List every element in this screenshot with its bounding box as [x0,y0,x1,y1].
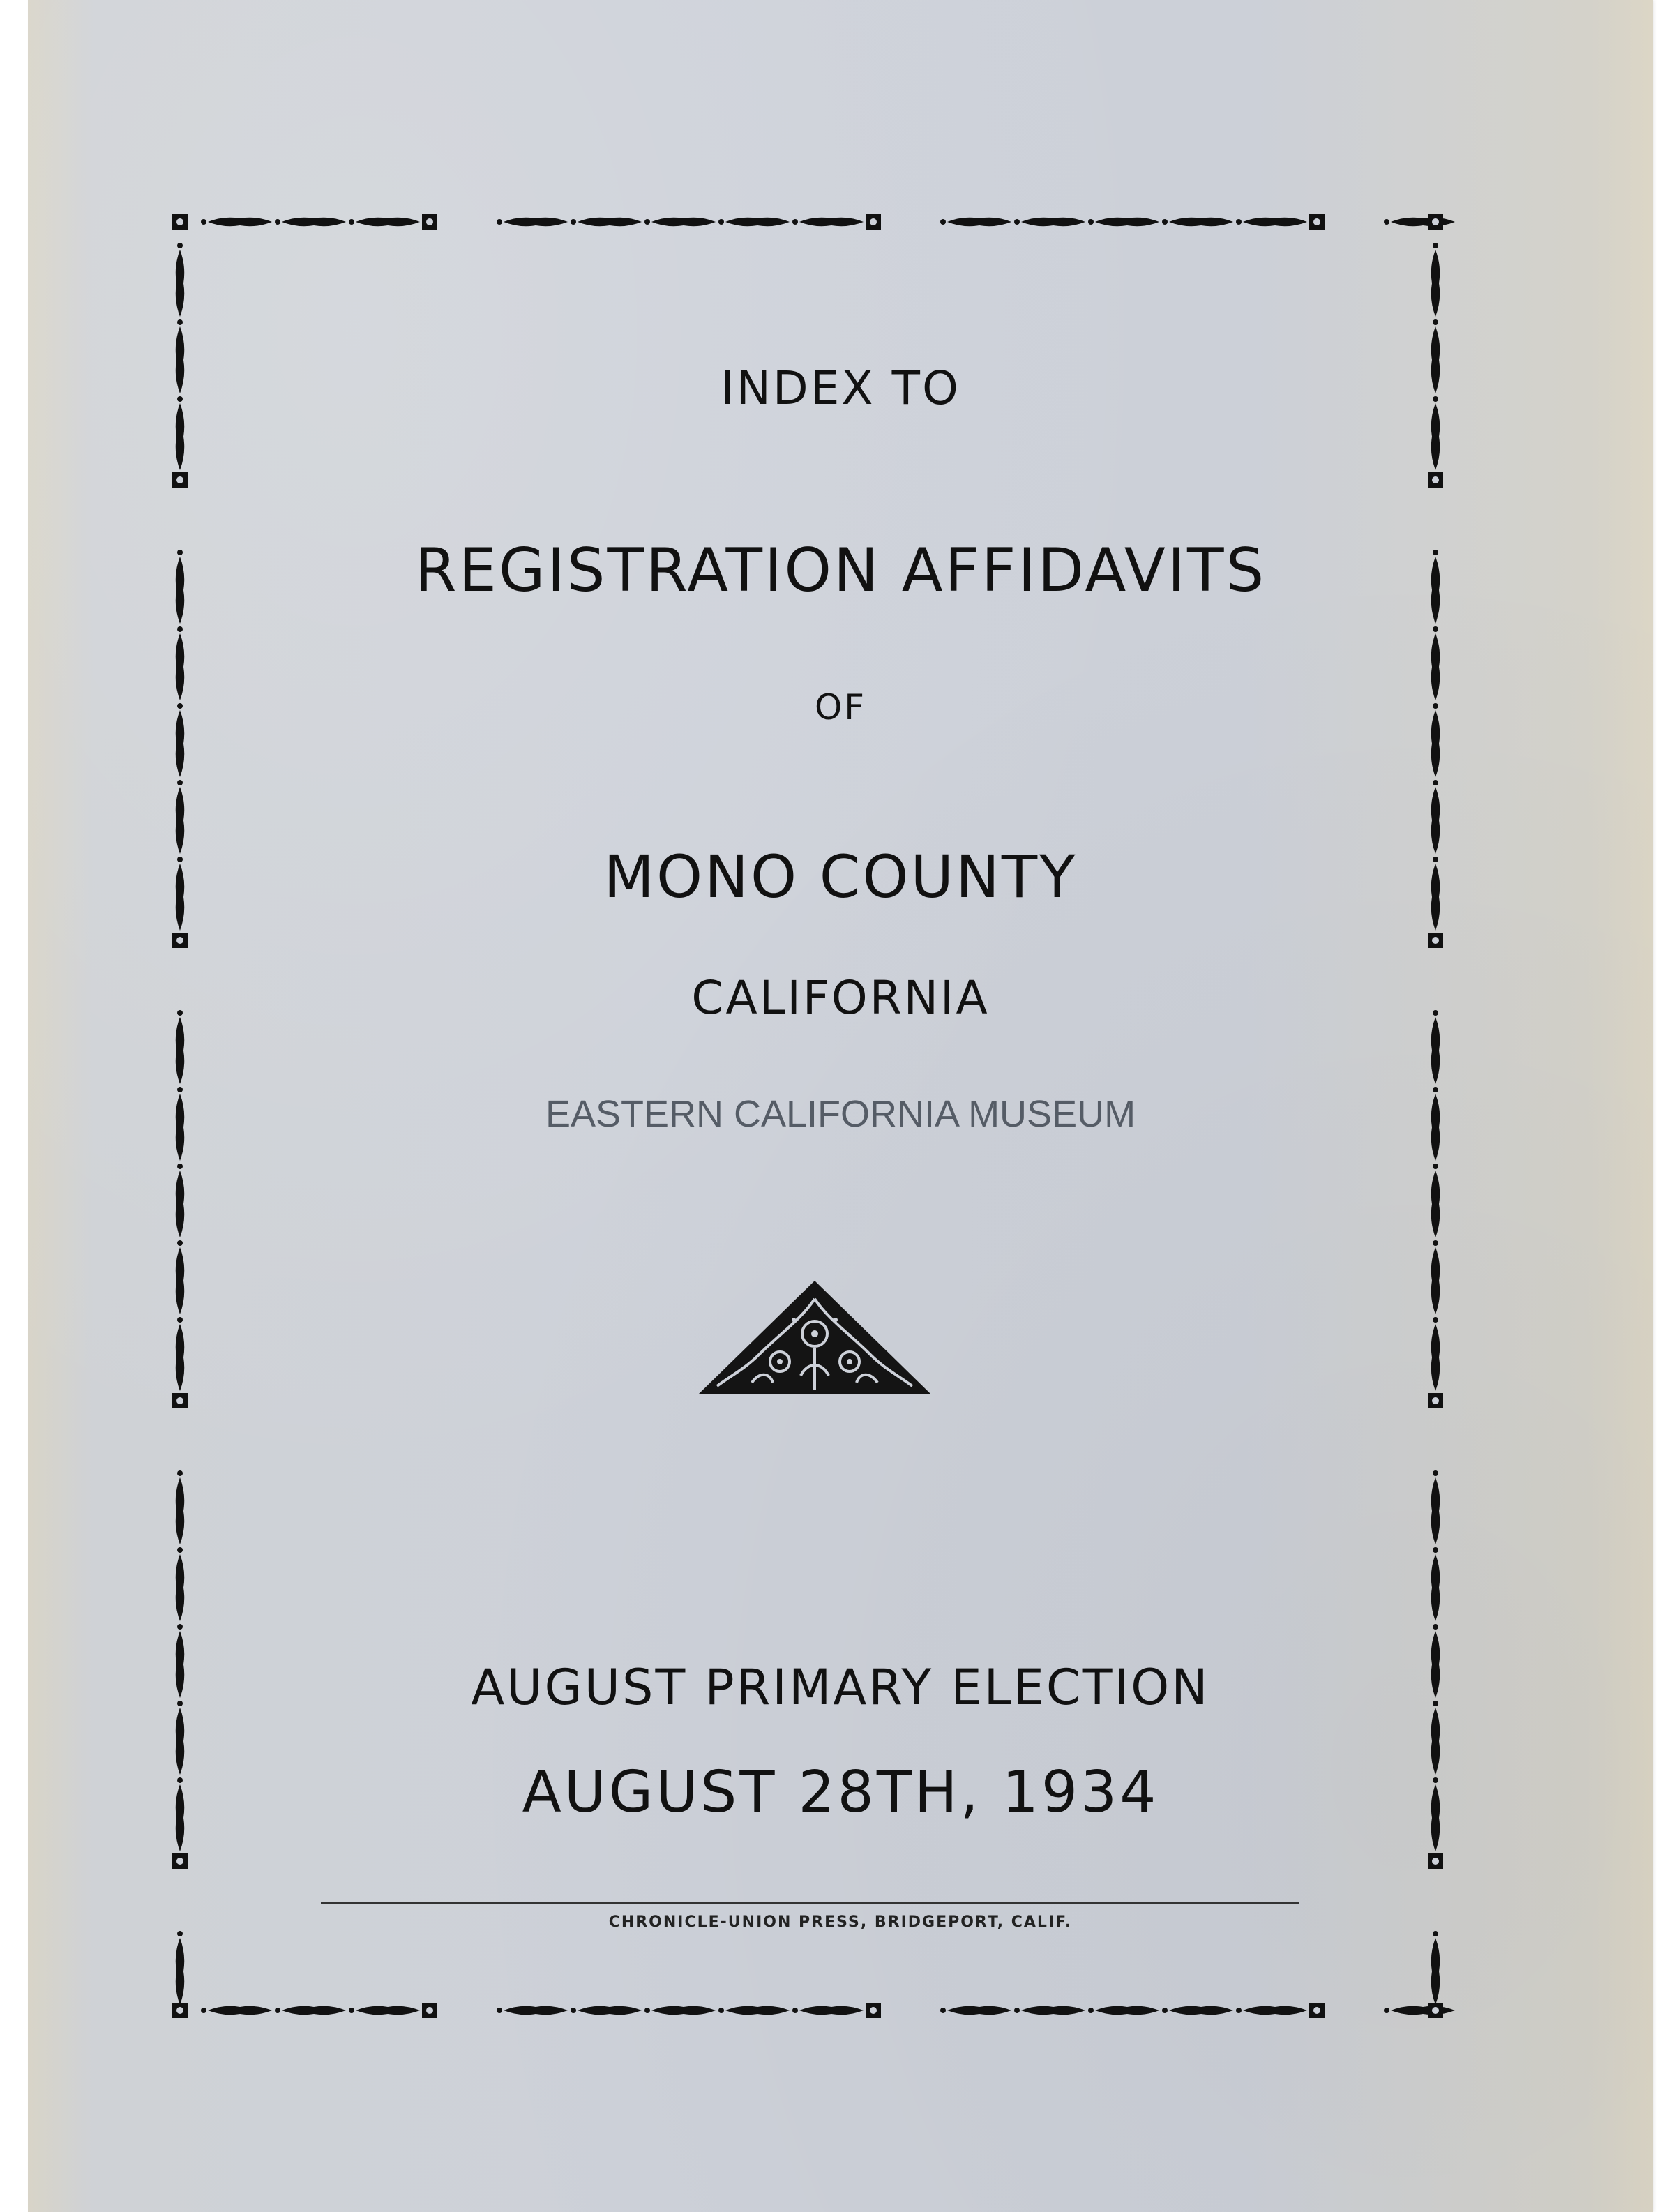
heading-election-date: AUGUST 28TH, 1934 [522,1759,1159,1826]
heading-index-to: INDEX TO [721,361,960,415]
booklet-cover [28,0,1653,2212]
heading-registration-affidavits: REGISTRATION AFFIDAVITS [414,536,1267,605]
heading-of: OF [814,687,867,728]
floral-triangle-ornament-icon [696,1278,933,1397]
printer-rule-divider [321,1902,1299,1904]
heading-election: AUGUST PRIMARY ELECTION [471,1659,1210,1716]
printer-imprint: CHRONICLE-UNION PRESS, BRIDGEPORT, CALIF. [608,1913,1073,1931]
heading-state: CALIFORNIA [691,971,990,1025]
heading-county: MONO COUNTY [603,843,1078,911]
museum-watermark: EASTERN CALIFORNIA MUSEUM [545,1093,1136,1135]
